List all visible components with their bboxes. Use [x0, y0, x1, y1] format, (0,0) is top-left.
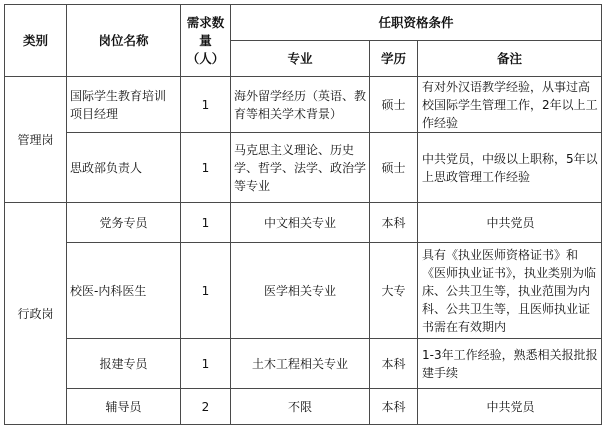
header-major: 专业	[231, 41, 370, 77]
major-cell: 医学相关专业	[231, 243, 370, 339]
position-cell: 党务专员	[67, 203, 181, 243]
table-row	[5, 77, 602, 133]
position-cell: 校医-内科医生	[67, 243, 181, 339]
header-position: 岗位名称	[67, 5, 181, 77]
education-cell: 硕士	[370, 133, 418, 203]
header-requirements: 任职资格条件	[231, 5, 602, 41]
category-cell: 行政岗	[5, 203, 67, 425]
major-cell: 马克思主义理论、历史学、哲学、法学、政治学等专业	[231, 133, 370, 203]
category-cell: 管理岗	[5, 77, 67, 203]
major-cell: 土木工程相关专业	[231, 339, 370, 389]
header-education: 学历	[370, 41, 418, 77]
education-cell: 大专	[370, 243, 418, 339]
major-cell: 海外留学经历（英语、教育等相关学术背景）	[231, 77, 370, 133]
quota-cell: 1	[181, 133, 231, 203]
education-cell: 本科	[370, 389, 418, 425]
notes-cell: 具有《执业医师资格证书》和《医师执业证书》，执业类别为临床、公共卫生等，执业范围为内科、公共卫生等，且医师执业证书需在有效期内	[418, 243, 602, 339]
major-cell: 不限	[231, 389, 370, 425]
notes-cell: 1-3年工作经验，熟悉相关报批报建手续	[418, 339, 602, 389]
notes-cell: 中共党员	[418, 203, 602, 243]
education-cell: 本科	[370, 339, 418, 389]
major-cell: 中文相关专业	[231, 203, 370, 243]
notes-cell: 中共党员	[418, 389, 602, 425]
education-cell: 硕士	[370, 77, 418, 133]
table-row	[5, 203, 602, 243]
header-notes: 备注	[418, 41, 602, 77]
table-row	[5, 243, 602, 339]
table-row	[5, 133, 602, 203]
quota-cell: 2	[181, 389, 231, 425]
job-requirements-table	[4, 4, 602, 425]
quota-cell: 1	[181, 203, 231, 243]
education-cell: 本科	[370, 203, 418, 243]
position-cell: 报建专员	[67, 339, 181, 389]
position-cell: 思政部负责人	[67, 133, 181, 203]
quota-cell: 1	[181, 339, 231, 389]
position-cell: 国际学生教育培训项目经理	[67, 77, 181, 133]
notes-cell: 有对外汉语教学经验，从事过高校国际学生管理工作，2年以上工作经验	[418, 77, 602, 133]
table-row	[5, 389, 602, 425]
quota-cell: 1	[181, 243, 231, 339]
notes-cell: 中共党员，中级以上职称，5年以上思政管理工作经验	[418, 133, 602, 203]
header-category: 类别	[5, 5, 67, 77]
table-row	[5, 339, 602, 389]
header-quota: 需求数量（人）	[181, 5, 231, 77]
position-cell: 辅导员	[67, 389, 181, 425]
document-page	[4, 4, 602, 425]
quota-cell: 1	[181, 77, 231, 133]
header-row-top	[5, 5, 602, 41]
